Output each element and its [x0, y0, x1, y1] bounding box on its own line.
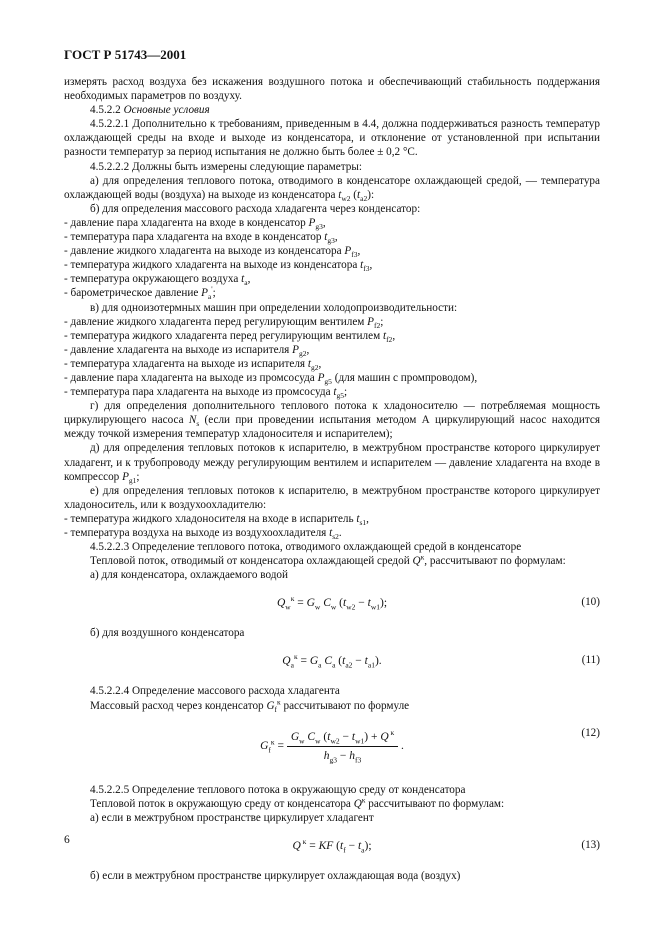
list-item: - температура жидкого хладагента перед регулирующим вентилем $t_{f2}$, [64, 329, 396, 344]
paragraph: в) для одноизотермных машин при определении холодопроизводительности: [90, 301, 458, 314]
equation-number: (12) [581, 726, 600, 739]
list-item: - давление пара хладагента на выходе из промсосуда $P_{g5}$ (для машин с промпроводом), [64, 371, 478, 387]
paragraph: г) для определения дополнительного теплового потока к хладоносителю — потребляемая мощность циркулирующего насоса $N_s$ (если при проведении испытания методом А циркулирующий насос находится между точкой измерения температур хладоносителя и испарителем); [64, 400, 601, 441]
paragraph: 4.5.2.2.2 Должны быть измерены следующие параметры: [90, 160, 362, 173]
paragraph: измерять расход воздуха без искажения воздушного потока и обеспечивающий стабильность поддержания необходимых параметров по воздуху. [64, 76, 600, 103]
equation-number: (13) [581, 838, 600, 851]
page-number: 6 [64, 834, 70, 846]
equation-10: $Q_w^к = G_w$ $C_w$ $(t_{w2} - t_{w1})$; (10) [276, 594, 600, 612]
equation-12: $G_f^к$ = $\frac{G_w C_w (t_{w2} - t_{w1}) + Q ^к}{h_{g3} - h_{f3}}$ . (12) [260, 726, 600, 765]
list-item: - температура пара хладагента на входе в конденсатор $t_{g3}$, [64, 231, 338, 246]
equation-number: (10) [581, 596, 600, 609]
list-item: - температура воздуха на выходе из воздухоохладителя $t_{s2}$. [64, 527, 342, 542]
paragraph: е) для определения тепловых потоков к испарителю, в межтрубном пространстве которого циркулирует хладоноситель, или к воздухоохладителю: [64, 484, 600, 511]
paragraph: д) для определения тепловых потоков к испарителю, в межтрубном пространстве которого циркулирует хладагент, и к трубопроводу между регулирующим вентилем и испарителем — давление хладагента на входе в компрессор $P_{g1}$; [64, 442, 600, 485]
list-item: - давление жидкого хладагента перед регулирующим вентилем $P_{f2}$; [64, 315, 384, 330]
list-item: - температура жидкого хладагента на выходе из конденсатора $t_{f3}$, [64, 259, 373, 274]
paragraph: Массовый расход через конденсатор $G_f^к$ рассчитывают по формуле [90, 696, 410, 714]
paragraph: б) для воздушного конденсатора [90, 627, 245, 640]
paragraph: 4.5.2.2.5 Определение теплового потока в окружающую среду от конденсатора [90, 783, 466, 796]
paragraph: 4.5.2.2.4 Определение массового расхода хладагента [90, 685, 340, 698]
paragraph: 4.5.2.2.3 Определение теплового потока, отводимого охлаждающей средой в конденсаторе [90, 541, 522, 554]
list-item: - температура окружающего воздуха $t_a$, [64, 273, 251, 288]
list-item: - барометрическое давление $P_a'$; [64, 284, 216, 302]
equation-11: $Q_a^к = G_a$ $C_a$ $(t_{a2} - t_{a1})$. (11) [282, 652, 600, 670]
document-header: ГОСТ Р 51743—2001 [64, 47, 187, 62]
list-item: - давление хладагента на выходе из испарителя $P_{g2}$, [64, 343, 310, 359]
paragraph: б) если в межтрубном пространстве циркулирует охлаждающая вода (воздух) [90, 869, 461, 882]
list-item: - давление жидкого хладагента на выходе из конденсатора $P_{f3}$, [64, 245, 361, 260]
paragraph: а) для конденсатора, охлаждаемого водой [90, 569, 288, 582]
subsection-heading: 4.5.2.2 Основные условия [90, 104, 210, 117]
equation-number: (11) [581, 654, 600, 667]
paragraph: б) для определения массового расхода хладагента через конденсатор: [90, 202, 421, 215]
paragraph: а) для определения теплового потока, отводимого в конденсаторе охлаждающей средой, — температура охлаждающей воды (воздуха) на выходе из конденсатора $t_{w2}$ $(t_{a2})$: [64, 174, 600, 203]
paragraph: 4.5.2.2.1 Дополнительно к требованиям, приведенным в 4.4, должна поддерживаться разность температур охлаждающей среды на входе и выходе из конденсатора, и отклонение от установленной при испытании разности температур за период испытания не должно быть более ± 0,2 °С. [64, 118, 600, 159]
document-body [64, 75, 600, 883]
list-item: - температура хладагента на выходе из испарителя $t_{g2}$, [64, 357, 322, 373]
list-item: - давление пара хладагента на входе в конденсатор $P_{g3}$, [64, 216, 326, 232]
paragraph: Тепловой поток, отводимый от конденсатора охлаждающей средой $Q^к$, рассчитывают по формулам: [90, 552, 566, 568]
list-item: - температура пара хладагента на выходе из промсосуда $t_{g5}$; [64, 386, 348, 401]
list-item: - температура жидкого хладоносителя на входе в испаритель $t_{s1}$, [64, 512, 369, 528]
equation-13: Q $^к$ = KF $(t_f - t_a)$; (13) [292, 837, 600, 855]
paragraph: а) если в межтрубном пространстве циркулирует хладагент [90, 811, 374, 824]
paragraph: Тепловой поток в окружающую среду от конденсатора $Q^к$ рассчитывают по формулам: [90, 795, 505, 810]
